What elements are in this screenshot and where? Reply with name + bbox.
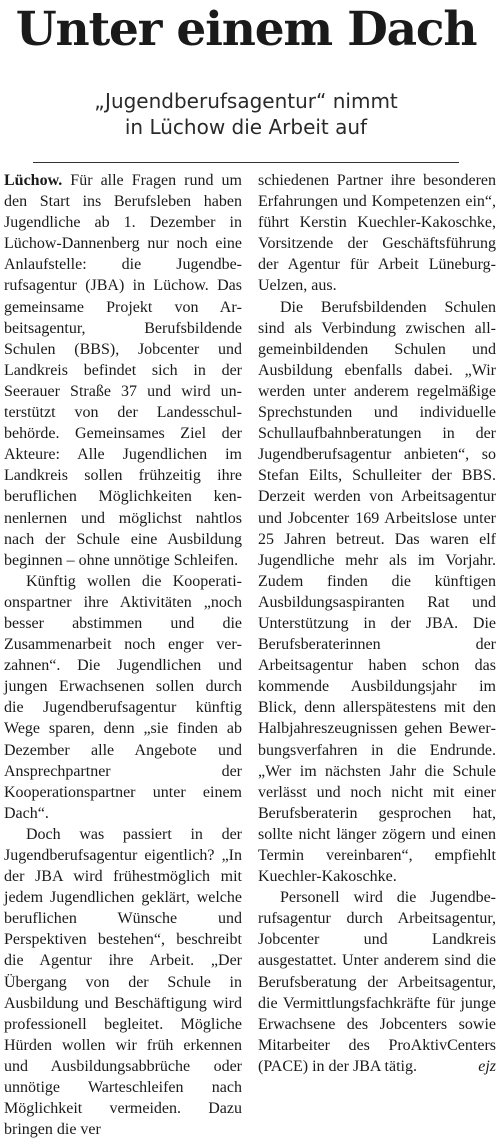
article-paragraph	[4, 170, 242, 571]
article-paragraph: Künftig wollen die Kooperationspartner ihre Aktivitäten „noch besser abstimmen und die Zusammenarbeit noch enger verzahnen“. Die Jugendlichen und jungen Erwachsenen sollen durch die Jugendberufsagentur künftig Wege sparen, denn „sie finden ab Dezember alle Angebote und Ansprechpartner der Kooperationspartner unter einem Dach“.	[4, 572, 242, 822]
article-paragraph: Doch was passiert in der Jugendberufsagentur eigentlich? „In der JBA wird frühestmöglich mit jedem Jugendlichen geklärt, welche beruflichen Wünsche und Perspektiven bestehen“, beschreibt die Agentur ihre Arbeit. „Der Übergang von der Schule in Ausbildung und Beschäftigung wird professionell begleitet. Mögliche Hürden wollen wir früh erkennen und Ausbildungsabbrüche oder unnötige Warteschleifen nach Möglichkeit vermeiden. Dazu bringen die ver	[4, 825, 242, 1139]
headline: Unter einem Dach	[15, 2, 477, 57]
article-column-right	[258, 170, 496, 1077]
subheadline-line-1: „Jugendberufsagentur“ nimmt	[94, 89, 398, 113]
article-paragraph: Die Berufsbildenden Schulen sind als Verbindung zwischen allgemeinbildenden Schulen und Ausbildung ebenfalls dabei. „Wir werden unter anderem regelmäßige Sprechstunden und individuelle Schullaufbahnberatungen in der Jugendberufsagentur anbieten“, so Stefan Eilts, Schulleiter der BBS. Derzeit werden von Arbeitsagentur und Jobcenter 169 Arbeitslose unter 25 Jahren betreut. Das waren elf Jugendliche mehr als im Vorjahr. Zudem finden die künftigen Ausbildungsaspiranten Rat und Unterstützung in der JBA. Die Berufsberaterinnen der Arbeitsagentur haben schon das kommende Ausbildungsjahr im Blick, denn allerspätestens mit den Halbjahreszeugnissen gehen Bewerbungsverfahren in die Endrunde. „Wer im nächsten Jahr die Schule verlässt und noch nicht mit einer Berufsberaterin gesprochen hat, sollte nicht länger zögern und einen Termin vereinbaren“, empfiehlt Kuechler-Kakoschke.	[258, 298, 496, 886]
article-paragraph: Personell wird die Jugendberufsagentur durch Arbeitsagentur, Jobcenter und Landkreis ausgestattet. Unter anderem sind die Berufsberatung der Arbeitsagentur, die Vermittlungsfachkräfte für junge Erwachsene des Jobcenters sowie Mitarbeiter des ProAktivCenters (PACE) in der JBA tätig.	[258, 889, 496, 1075]
paragraph-text: Für alle Fragen rund um den Start ins Berufsleben haben Jugendliche ab 1. Dezember in Lüchow-Dannenberg nur noch eine Anlaufstelle: die Jugendberufsagentur (JBA) in Lüchow. Das gemeinsame Projekt von Arbeitsagentur, Berufsbildende Schulen (BBS), Jobcenter und Landkreis befindet sich in der Seerauer Straße 37 und wird unterstützt von der Landesschulbehörde. Gemeinsames Ziel der Akteure: Alle Jugendlichen im Landkreis sollen frühzeitig ihre beruflichen Möglichkeiten kennenlernen und möglichst nahtlos nach der Schule eine Ausbildung beginnen – ohne unnötige Schleifen.	[4, 172, 242, 569]
author-signature: ejz	[478, 1057, 496, 1075]
article-column-left	[4, 170, 242, 1140]
divider-rule	[33, 162, 459, 163]
subheadline-line-2: in Lüchow die Arbeit auf	[124, 115, 368, 139]
subheadline	[0, 88, 492, 140]
article-paragraph: schiedenen Partner ihre besonderen Erfahrungen und Kompetenzen ein“, führt Kerstin Kuechler-Kakoschke, Vorsitzende der Geschäftsführung der Agentur für Arbeit Lüneburg-Uelzen, aus.	[258, 172, 496, 295]
dateline: Lüchow.	[4, 172, 63, 189]
